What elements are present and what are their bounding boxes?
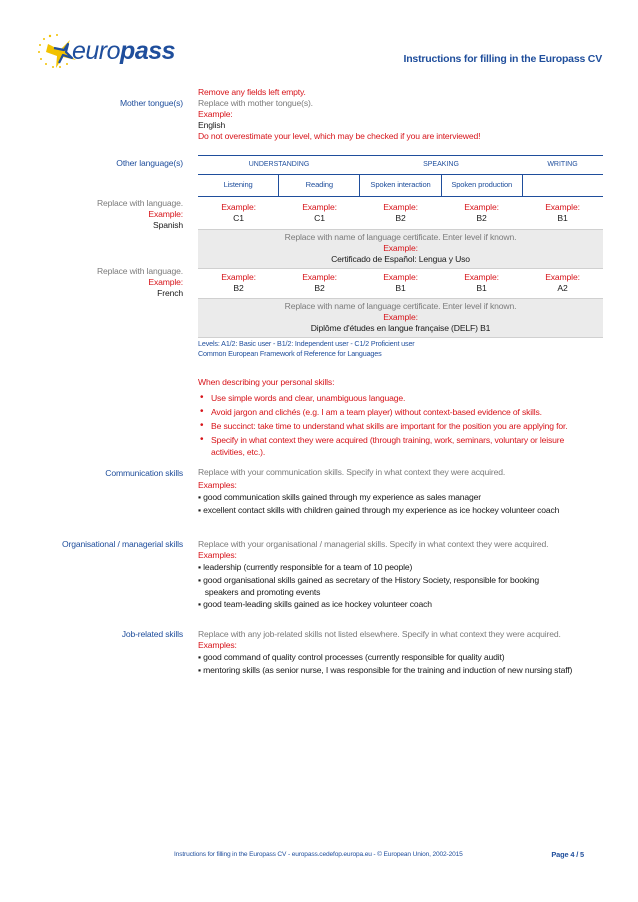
level-value: B2 — [395, 213, 406, 223]
level-value: B2 — [314, 283, 325, 293]
example-item: ▪ excellent contact skills with children gained through my experience as ice hockey volunteer coach — [198, 505, 560, 515]
levels-note — [198, 339, 608, 359]
logo-text-euro: euro — [72, 37, 121, 65]
level-example-label: Example: — [221, 272, 256, 282]
communication-instruction: Replace with your communication skills. Specify in what context they were acquired. — [198, 467, 506, 477]
sub-header-spoken-interaction: Spoken interaction — [359, 174, 440, 196]
skills-tip-continuation: activities, etc.). — [211, 447, 266, 457]
other-languages-label: Other language(s) — [116, 158, 183, 168]
level-value: B2 — [233, 283, 244, 293]
skills-tip: • Specify in what context they were acquired (through training, work, seminars, voluntary or leisure — [198, 434, 608, 446]
job-related-skills-label: Job-related skills — [121, 629, 183, 639]
level-example-label: Example: — [302, 272, 337, 282]
organisational-skills-body — [198, 539, 608, 611]
level-example-label: Example: — [302, 202, 337, 212]
language-levels-row — [198, 272, 603, 294]
job-related-skills-body — [198, 629, 608, 677]
level-cell — [198, 202, 279, 224]
logo-text-pass: pass — [120, 37, 176, 65]
skills-tip: • Be succinct: take time to understand what skills are important for the position you are applying for. — [198, 420, 608, 432]
page-number: Page 4 / 5 — [551, 850, 584, 859]
job-related-instruction: Replace with any job-related skills not listed elsewhere. Specify in what context they were acquired. — [198, 629, 561, 639]
logo-wordmark — [72, 37, 175, 66]
level-example-label: Example: — [383, 272, 418, 282]
example-item: ▪ good communication skills gained through my experience as sales manager — [198, 492, 482, 502]
level-value: C1 — [233, 213, 244, 223]
level-value: B1 — [395, 283, 406, 293]
language-grid-header — [198, 155, 603, 175]
certificate-placeholder: Replace with name of language certificate. Enter level if known. — [284, 232, 517, 242]
mother-tongue-body — [198, 87, 608, 142]
sub-header-reading: Reading — [278, 174, 359, 196]
example-item: ▪ leadership (currently responsible for a team of 10 people) — [198, 562, 413, 572]
level-cell — [522, 202, 603, 224]
level-cell — [360, 272, 441, 294]
language-name: Spanish — [152, 220, 183, 230]
mother-tongue-label: Mother tongue(s) — [119, 98, 183, 108]
language-certificate-box — [198, 298, 603, 338]
examples-label: Examples: — [198, 640, 237, 650]
language-levels-row — [198, 202, 603, 224]
level-cell — [441, 272, 522, 294]
certificate-name: Certificado de Español: Lengua y Uso — [331, 254, 470, 264]
organisational-skills-label: Organisational / managerial skills — [62, 539, 183, 549]
skills-tips-list — [198, 392, 608, 446]
level-value: B2 — [476, 213, 487, 223]
mother-tongue-line: English — [198, 120, 226, 130]
skills-tips — [198, 377, 608, 458]
certificate-example-label: Example: — [383, 243, 418, 253]
level-value: A2 — [557, 283, 568, 293]
skills-tips-intro: When describing your personal skills: — [198, 377, 335, 387]
sub-header-spoken-production: Spoken production — [441, 174, 522, 196]
example-item: ▪ good organisational skills gained as secretary of the History Society, responsible for booking — [198, 574, 540, 585]
communication-skills-label: Communication skills — [105, 468, 183, 478]
language-grid-subheader — [198, 174, 603, 197]
examples-label: Examples: — [198, 550, 237, 560]
language-example-label: Example: — [148, 277, 183, 287]
level-example-label: Example: — [545, 202, 580, 212]
level-value: C1 — [314, 213, 325, 223]
level-example-label: Example: — [464, 272, 499, 282]
level-value: B1 — [557, 213, 568, 223]
level-cell — [522, 272, 603, 294]
col-header-understanding: UNDERSTANDING — [198, 155, 360, 175]
language-placeholder: Replace with language. — [96, 198, 183, 208]
level-cell — [360, 202, 441, 224]
sub-header-writing — [522, 174, 603, 196]
header-title: Instructions for filling in the Europass CV — [403, 53, 602, 65]
example-item-continuation: speakers and promoting events — [198, 587, 321, 597]
col-header-speaking: SPEAKING — [360, 155, 522, 175]
level-example-label: Example: — [545, 272, 580, 282]
mother-tongue-line: Do not overestimate your level, which may be checked if you are interviewed! — [198, 131, 481, 141]
language-name: French — [157, 288, 183, 298]
certificate-name: Diplôme d'études en langue française (DELF) B1 — [310, 323, 491, 333]
example-item: ▪ good command of quality control processes (currently responsible for quality audit) — [198, 652, 505, 662]
level-cell — [279, 272, 360, 294]
examples-label: Examples: — [198, 480, 237, 490]
sub-header-listening: Listening — [223, 180, 253, 189]
col-header-writing: WRITING — [522, 155, 603, 175]
language-placeholder: Replace with language. — [96, 266, 183, 276]
example-item: ▪ good team-leading skills gained as ice hockey volunteer coach — [198, 599, 432, 609]
language-label — [97, 266, 183, 299]
communication-skills-body — [198, 467, 608, 517]
certificate-placeholder: Replace with name of language certificate. Enter level if known. — [284, 301, 517, 311]
mother-tongue-line: Remove any fields left empty. — [198, 87, 306, 97]
language-label — [97, 198, 183, 231]
levels-note-line: Common European Framework of Reference for Languages — [198, 349, 382, 358]
certificate-example-label: Example: — [383, 312, 418, 322]
level-cell — [198, 272, 279, 294]
language-certificate-box — [198, 229, 603, 269]
level-value: B1 — [476, 283, 487, 293]
levels-note-line: Levels: A1/2: Basic user - B1/2: Independent user - C1/2 Proficient user — [198, 339, 415, 348]
level-example-label: Example: — [383, 202, 418, 212]
organisational-instruction: Replace with your organisational / managerial skills. Specify in what context they were acquired. — [198, 539, 549, 549]
level-cell — [441, 202, 522, 224]
example-item: ▪ mentoring skills (as senior nurse, I was responsible for the training and induction of new nursing staff) — [198, 665, 573, 675]
footer-text: Instructions for filling in the Europass CV - europass.cedefop.europa.eu - © European Union, 2002-2015 — [174, 851, 463, 858]
skills-tip: • Use simple words and clear, unambiguous language. — [198, 392, 608, 404]
level-cell — [279, 202, 360, 224]
mother-tongue-line: Replace with mother tongue(s). — [198, 98, 313, 108]
skills-tip: • Avoid jargon and clichés (e.g. I am a team player) without context-based evidence of skills. — [198, 406, 608, 418]
europass-logo — [34, 30, 174, 74]
level-example-label: Example: — [221, 202, 256, 212]
mother-tongue-line: Example: — [198, 109, 233, 119]
language-example-label: Example: — [148, 209, 183, 219]
level-example-label: Example: — [464, 202, 499, 212]
